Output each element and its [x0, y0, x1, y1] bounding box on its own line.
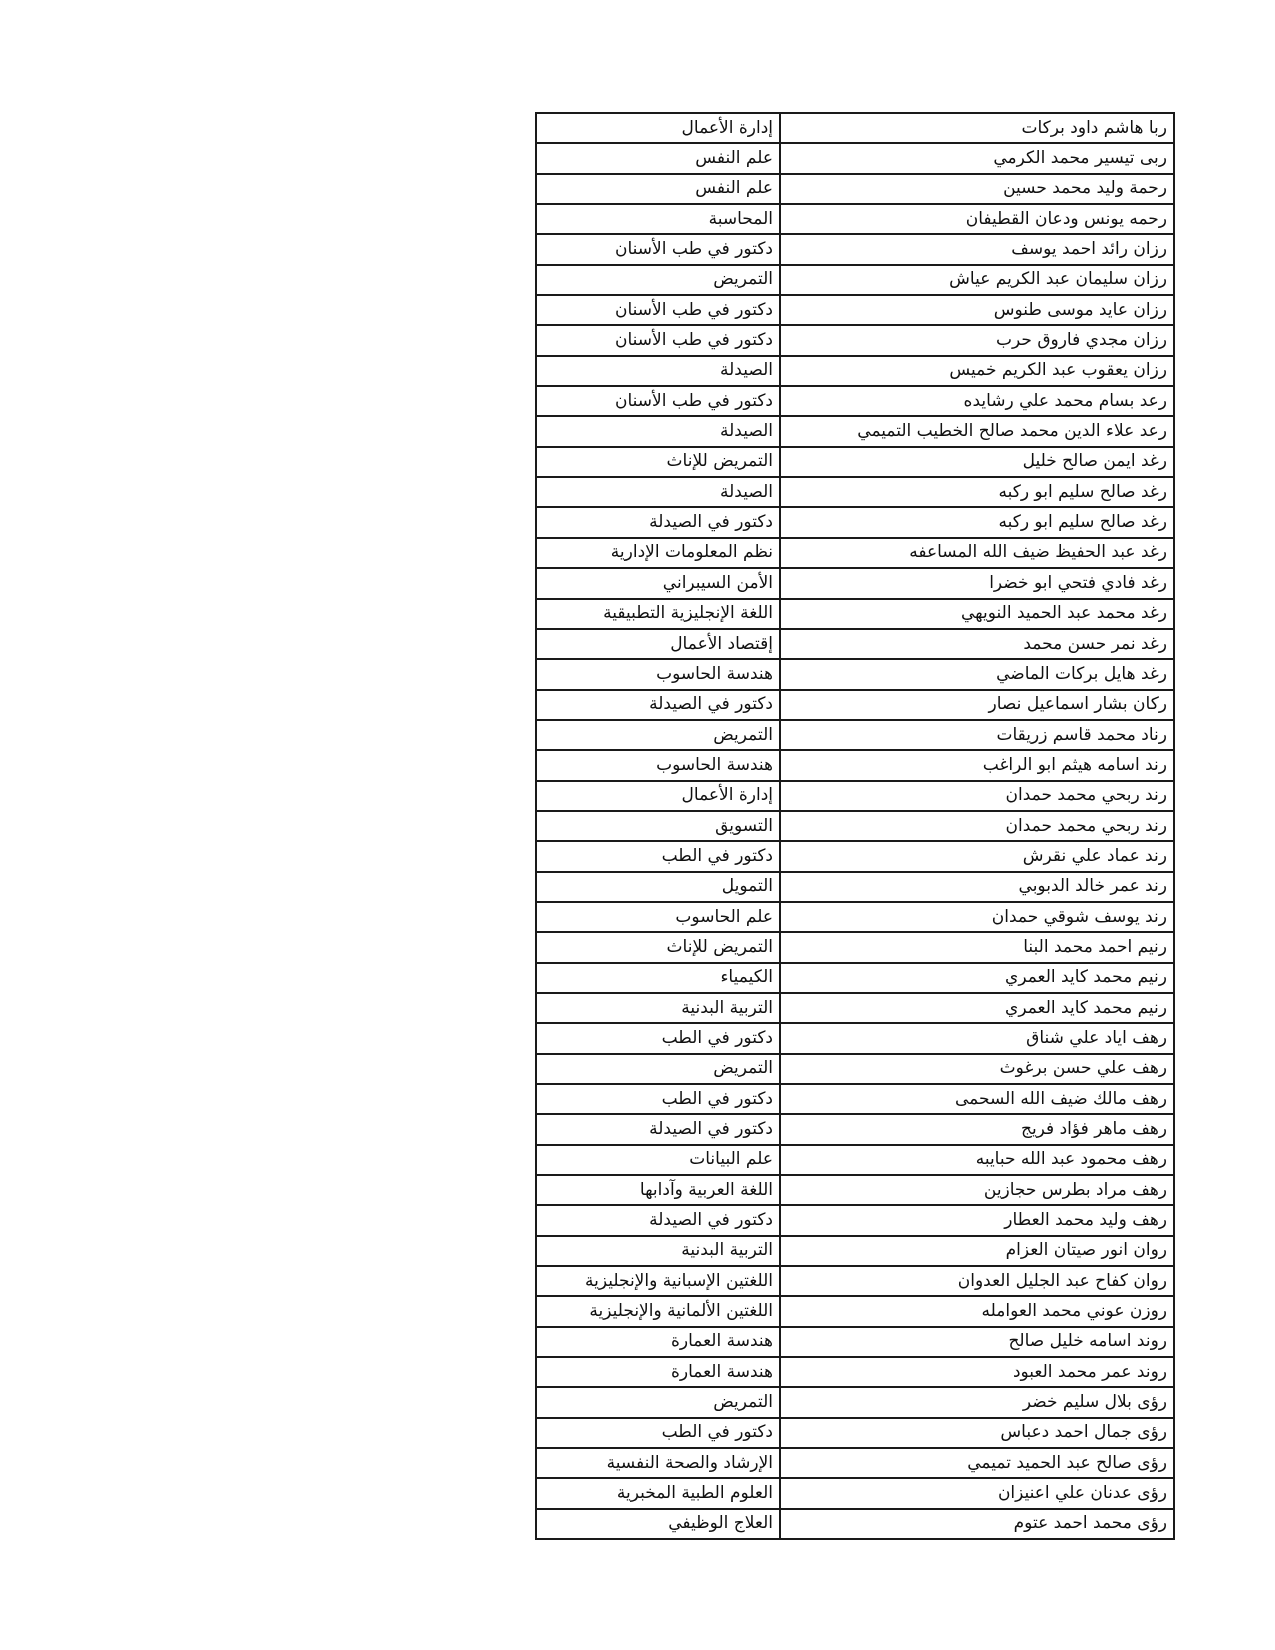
- table-row: [536, 1114, 1174, 1144]
- table-row: [536, 356, 1174, 386]
- table-row: [536, 174, 1174, 204]
- major-cell: التمريض: [536, 265, 780, 295]
- major-cell: اللغة العربية وآدابها: [536, 1175, 780, 1205]
- major-cell: الصيدلة: [536, 477, 780, 507]
- table-row: [536, 1023, 1174, 1053]
- student-name-cell: رعد بسام محمد علي رشايده: [780, 386, 1174, 416]
- student-name-cell: رؤى محمد احمد عتوم: [780, 1509, 1174, 1539]
- student-name-cell: رغد ايمن صالح خليل: [780, 447, 1174, 477]
- student-name-cell: رزان رائد احمد يوسف: [780, 234, 1174, 264]
- table-row: [536, 295, 1174, 325]
- major-cell: دكتور في طب الأسنان: [536, 386, 780, 416]
- major-cell: دكتور في الطب: [536, 841, 780, 871]
- table-row: [536, 1205, 1174, 1235]
- student-name-cell: رؤى عدنان علي اعنيزان: [780, 1478, 1174, 1508]
- major-cell: التمويل: [536, 872, 780, 902]
- table-row: [536, 811, 1174, 841]
- major-cell: هندسة العمارة: [536, 1357, 780, 1387]
- table-row: [536, 143, 1174, 173]
- student-name-cell: رحمه يونس ودعان القطيفان: [780, 204, 1174, 234]
- major-cell: علم النفس: [536, 174, 780, 204]
- student-name-cell: رند عمر خالد الدبوبي: [780, 872, 1174, 902]
- student-name-cell: رغد فادي فتحي ابو خضرا: [780, 568, 1174, 598]
- major-cell: دكتور في الطب: [536, 1084, 780, 1114]
- student-name-cell: رنيم محمد كايد العمري: [780, 993, 1174, 1023]
- major-cell: العلوم الطبية المخبرية: [536, 1478, 780, 1508]
- table-row: [536, 1145, 1174, 1175]
- student-name-cell: رهف ماهر فؤاد فريج: [780, 1114, 1174, 1144]
- table-row: [536, 841, 1174, 871]
- student-name-cell: رزان سليمان عبد الكريم عياش: [780, 265, 1174, 295]
- table-row: [536, 386, 1174, 416]
- table-row: [536, 872, 1174, 902]
- major-cell: هندسة الحاسوب: [536, 659, 780, 689]
- table-row: [536, 477, 1174, 507]
- table-row: [536, 1266, 1174, 1296]
- table-row: [536, 325, 1174, 355]
- table-row: [536, 1175, 1174, 1205]
- major-cell: التمريض للإناث: [536, 932, 780, 962]
- student-name-cell: رهف علي حسن برغوث: [780, 1054, 1174, 1084]
- table-row: [536, 1478, 1174, 1508]
- major-cell: التمريض للإناث: [536, 447, 780, 477]
- student-name-cell: روان انور صيتان العزام: [780, 1236, 1174, 1266]
- student-name-cell: رحمة وليد محمد حسين: [780, 174, 1174, 204]
- table-row: [536, 1084, 1174, 1114]
- student-name-cell: رنيم محمد كايد العمري: [780, 963, 1174, 993]
- student-name-cell: رهف مراد بطرس حجازين: [780, 1175, 1174, 1205]
- student-name-cell: رنيم احمد محمد البنا: [780, 932, 1174, 962]
- student-name-cell: ربا هاشم داود بركات: [780, 113, 1174, 143]
- student-name-cell: رؤى جمال احمد دعباس: [780, 1418, 1174, 1448]
- student-name-cell: رغد هايل بركات الماضي: [780, 659, 1174, 689]
- student-name-cell: رؤى صالح عبد الحميد تميمي: [780, 1448, 1174, 1478]
- major-cell: التمريض: [536, 720, 780, 750]
- major-cell: علم البيانات: [536, 1145, 780, 1175]
- student-name-cell: رند اسامه هيثم ابو الراغب: [780, 750, 1174, 780]
- table-row: [536, 963, 1174, 993]
- student-name-cell: رند عماد علي نقرش: [780, 841, 1174, 871]
- major-cell: دكتور في الصيدلة: [536, 507, 780, 537]
- major-cell: دكتور في الصيدلة: [536, 1114, 780, 1144]
- table-row: [536, 1054, 1174, 1084]
- major-cell: اللغة الإنجليزية التطبيقية: [536, 599, 780, 629]
- student-name-cell: رهف محمود عبد الله حبايبه: [780, 1145, 1174, 1175]
- major-cell: إقتصاد الأعمال: [536, 629, 780, 659]
- student-name-cell: رغد عبد الحفيظ ضيف الله المساعفه: [780, 538, 1174, 568]
- major-cell: دكتور في طب الأسنان: [536, 295, 780, 325]
- major-cell: هندسة الحاسوب: [536, 750, 780, 780]
- student-name-cell: رهف وليد محمد العطار: [780, 1205, 1174, 1235]
- student-name-cell: رزان يعقوب عبد الكريم خميس: [780, 356, 1174, 386]
- table-row: [536, 750, 1174, 780]
- table-row: [536, 993, 1174, 1023]
- table-row: [536, 1236, 1174, 1266]
- major-cell: التمريض: [536, 1054, 780, 1084]
- table-row: [536, 568, 1174, 598]
- major-cell: دكتور في الطب: [536, 1023, 780, 1053]
- student-name-cell: ربى تيسير محمد الكرمي: [780, 143, 1174, 173]
- table-row: [536, 265, 1174, 295]
- major-cell: العلاج الوظيفي: [536, 1509, 780, 1539]
- table-row: [536, 538, 1174, 568]
- student-name-cell: روند اسامه خليل صالح: [780, 1327, 1174, 1357]
- major-cell: المحاسبة: [536, 204, 780, 234]
- major-cell: اللغتين الإسبانية والإنجليزية: [536, 1266, 780, 1296]
- student-name-cell: رهف اياد علي شناق: [780, 1023, 1174, 1053]
- major-cell: إدارة الأعمال: [536, 781, 780, 811]
- major-cell: التسويق: [536, 811, 780, 841]
- student-name-cell: رند يوسف شوقي حمدان: [780, 902, 1174, 932]
- table-row: [536, 1418, 1174, 1448]
- major-cell: الكيمياء: [536, 963, 780, 993]
- table-row: [536, 447, 1174, 477]
- student-name-cell: رزان عايد موسى طنوس: [780, 295, 1174, 325]
- table-row: [536, 113, 1174, 143]
- table-row: [536, 1387, 1174, 1417]
- major-cell: هندسة العمارة: [536, 1327, 780, 1357]
- student-name-cell: رغد صالح سليم ابو ركبه: [780, 507, 1174, 537]
- major-cell: دكتور في الصيدلة: [536, 690, 780, 720]
- table-row: [536, 659, 1174, 689]
- table-row: [536, 902, 1174, 932]
- student-name-cell: رزان مجدي فاروق حرب: [780, 325, 1174, 355]
- table-row: [536, 1509, 1174, 1539]
- major-cell: نظم المعلومات الإدارية: [536, 538, 780, 568]
- table-row: [536, 629, 1174, 659]
- major-cell: اللغتين الألمانية والإنجليزية: [536, 1296, 780, 1326]
- major-cell: علم الحاسوب: [536, 902, 780, 932]
- table-row: [536, 234, 1174, 264]
- major-cell: علم النفس: [536, 143, 780, 173]
- student-name-cell: رند ربحي محمد حمدان: [780, 781, 1174, 811]
- student-name-cell: رناد محمد قاسم زريقات: [780, 720, 1174, 750]
- table-body: [536, 113, 1174, 1539]
- table-row: [536, 1448, 1174, 1478]
- student-name-cell: رغد صالح سليم ابو ركبه: [780, 477, 1174, 507]
- student-name-cell: رؤى بلال سليم خضر: [780, 1387, 1174, 1417]
- table-row: [536, 1357, 1174, 1387]
- table-row: [536, 690, 1174, 720]
- table-row: [536, 720, 1174, 750]
- table-row: [536, 507, 1174, 537]
- student-name-cell: رعد علاء الدين محمد صالح الخطيب التميمي: [780, 416, 1174, 446]
- table-row: [536, 599, 1174, 629]
- major-cell: دكتور في طب الأسنان: [536, 325, 780, 355]
- table-row: [536, 1327, 1174, 1357]
- table-row: [536, 932, 1174, 962]
- major-cell: التربية البدنية: [536, 993, 780, 1023]
- student-name-cell: رغد نمر حسن محمد: [780, 629, 1174, 659]
- major-cell: دكتور في طب الأسنان: [536, 234, 780, 264]
- major-cell: الصيدلة: [536, 416, 780, 446]
- student-name-cell: رهف مالك ضيف الله السحمى: [780, 1084, 1174, 1114]
- table-row: [536, 416, 1174, 446]
- student-name-cell: روان كفاح عبد الجليل العدوان: [780, 1266, 1174, 1296]
- major-cell: الإرشاد والصحة النفسية: [536, 1448, 780, 1478]
- major-cell: التربية البدنية: [536, 1236, 780, 1266]
- student-name-cell: رند ربحي محمد حمدان: [780, 811, 1174, 841]
- major-cell: الأمن السيبراني: [536, 568, 780, 598]
- major-cell: التمريض: [536, 1387, 780, 1417]
- major-cell: دكتور في الطب: [536, 1418, 780, 1448]
- student-name-cell: رغد محمد عبد الحميد النويهي: [780, 599, 1174, 629]
- table-row: [536, 1296, 1174, 1326]
- student-name-cell: روند عمر محمد العبود: [780, 1357, 1174, 1387]
- table-row: [536, 781, 1174, 811]
- student-major-table: [535, 112, 1175, 1540]
- student-name-cell: روزن عوني محمد العوامله: [780, 1296, 1174, 1326]
- major-cell: إدارة الأعمال: [536, 113, 780, 143]
- major-cell: دكتور في الصيدلة: [536, 1205, 780, 1235]
- major-cell: الصيدلة: [536, 356, 780, 386]
- student-name-cell: ركان بشار اسماعيل نصار: [780, 690, 1174, 720]
- table-row: [536, 204, 1174, 234]
